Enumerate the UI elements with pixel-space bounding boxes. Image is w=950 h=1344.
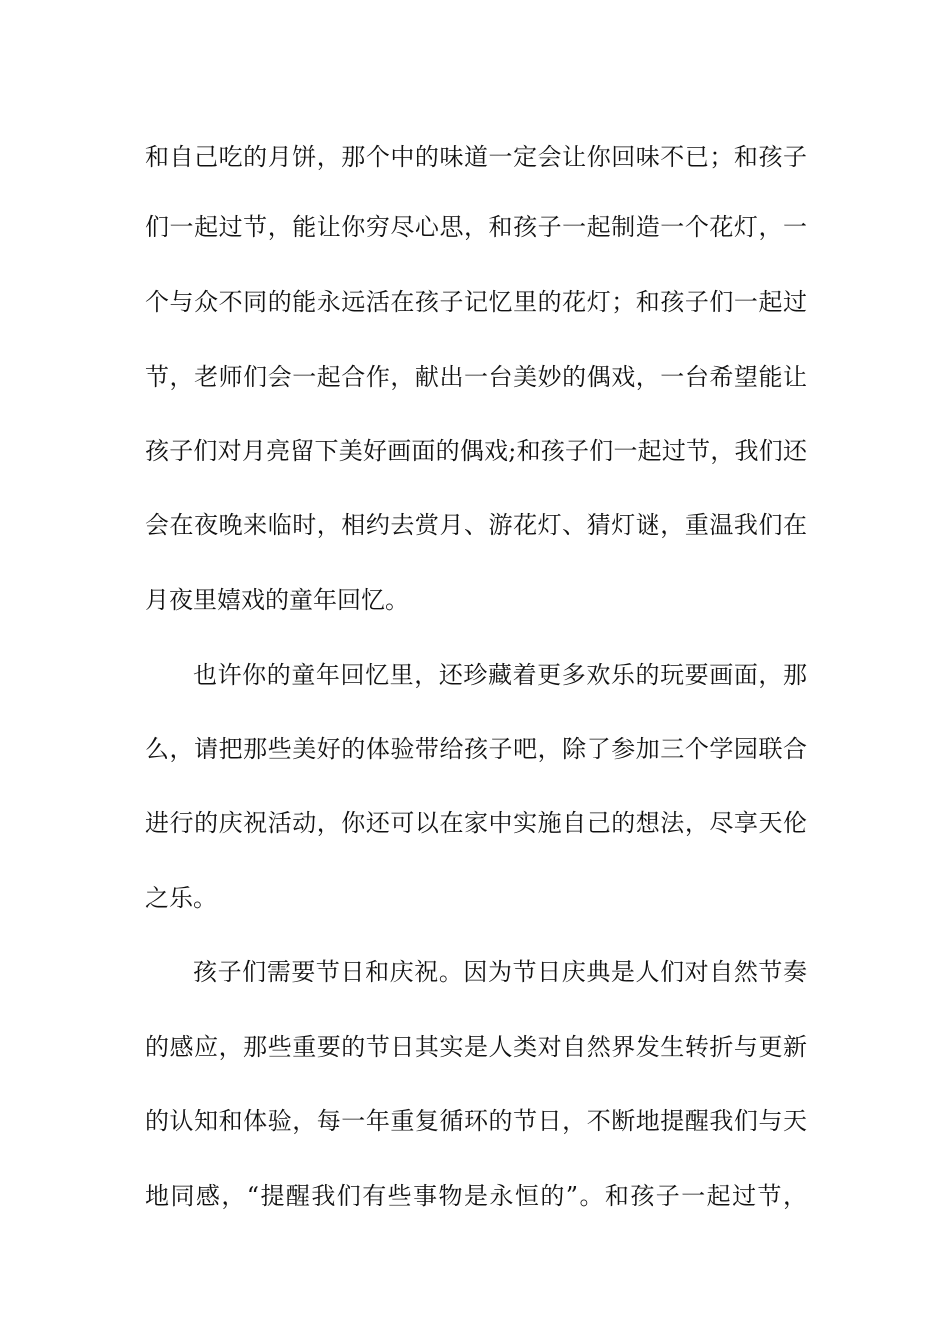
text-line: 们一起过节，能让你穷尽心思，和孩子一起制造一个花灯，一 xyxy=(145,213,807,241)
text-line: 会在夜晚来临时，相约去赏月、游花灯、猜灯谜，重温我们在 xyxy=(145,511,807,539)
text-line: 月夜里嬉戏的童年回忆。 xyxy=(145,586,409,614)
text-line: 的认知和体验，每一年重复循环的节日，不断地提醒我们与天 xyxy=(145,1107,807,1135)
text-line: 也许你的童年回忆里，还珍藏着更多欢乐的玩要画面，那 xyxy=(193,661,807,689)
text-line: 么，请把那些美好的体验带给孩子吧，除了参加三个学园联合 xyxy=(145,735,807,763)
text-line: 和自己吃的月饼，那个中的味道一定会让你回味不已；和孩子 xyxy=(145,143,807,171)
text-line: 个与众不同的能永远活在孩子记忆里的花灯；和孩子们一起过 xyxy=(145,288,807,316)
text-line: 之乐。 xyxy=(145,884,217,912)
text-line: 孩子们对月亮留下美好画面的偶戏;和孩子们一起过节，我们还 xyxy=(145,437,807,465)
text-line: 地同感，“提醒我们有些事物是永恒的”。和孩子一起过节， xyxy=(145,1182,807,1210)
text-line: 的感应，那些重要的节日其实是人类对自然界发生转折与更新 xyxy=(145,1033,807,1061)
text-line: 孩子们需要节日和庆祝。因为节日庆典是人们对自然节奏 xyxy=(193,958,807,986)
text-line: 进行的庆祝活动，你还可以在家中实施自己的想法，尽享天伦 xyxy=(145,809,807,837)
text-line: 节，老师们会一起合作，献出一台美妙的偶戏，一台希望能让 xyxy=(145,363,807,391)
